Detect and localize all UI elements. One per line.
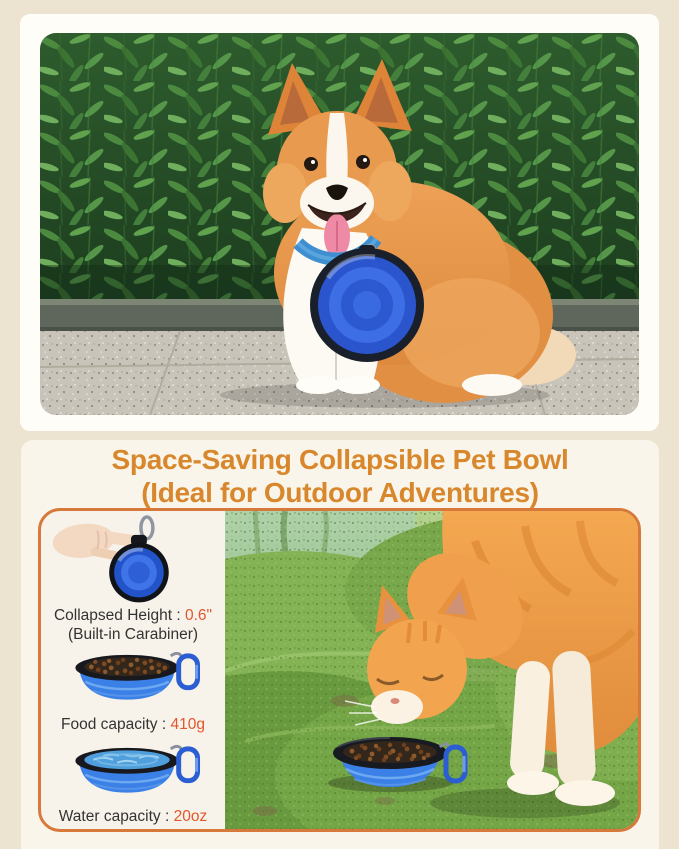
cat-photo bbox=[225, 511, 638, 829]
food-bowl-icon bbox=[41, 644, 225, 714]
title-line-1: Space-Saving Collapsible Pet Bowl bbox=[111, 444, 569, 475]
spec-value: 20oz bbox=[173, 808, 208, 826]
title-line-2: (Ideal for Outdoor Adventures) bbox=[141, 477, 539, 508]
spec-water-capacity bbox=[41, 806, 225, 829]
spec-label: Water capacity : bbox=[58, 808, 170, 826]
spec-note: (Built-in Carabiner) bbox=[67, 626, 199, 644]
collapsed-bowl-icon bbox=[109, 535, 169, 603]
spec-label: Collapsed Height : bbox=[53, 607, 181, 625]
spec-value: 0.6" bbox=[184, 607, 213, 625]
corgi-photo bbox=[40, 33, 639, 415]
collapsible-bowl-with-food bbox=[328, 737, 465, 792]
feature-panel bbox=[38, 508, 641, 832]
corgi-scene bbox=[40, 33, 639, 415]
feature-section bbox=[21, 440, 659, 849]
spec-label: Food capacity : bbox=[61, 715, 167, 733]
spec-collapsed-height bbox=[41, 606, 225, 644]
spec-value: 410g bbox=[170, 715, 205, 733]
bowl-body bbox=[75, 655, 178, 700]
cat-scene bbox=[225, 511, 638, 829]
hero-card bbox=[20, 14, 659, 431]
water-bowl-icon bbox=[41, 737, 225, 807]
hand-pressing-collapsed-bowl-icon bbox=[41, 511, 225, 606]
page-title bbox=[21, 440, 659, 509]
specs-column bbox=[41, 511, 225, 829]
spec-food-capacity bbox=[41, 714, 225, 737]
